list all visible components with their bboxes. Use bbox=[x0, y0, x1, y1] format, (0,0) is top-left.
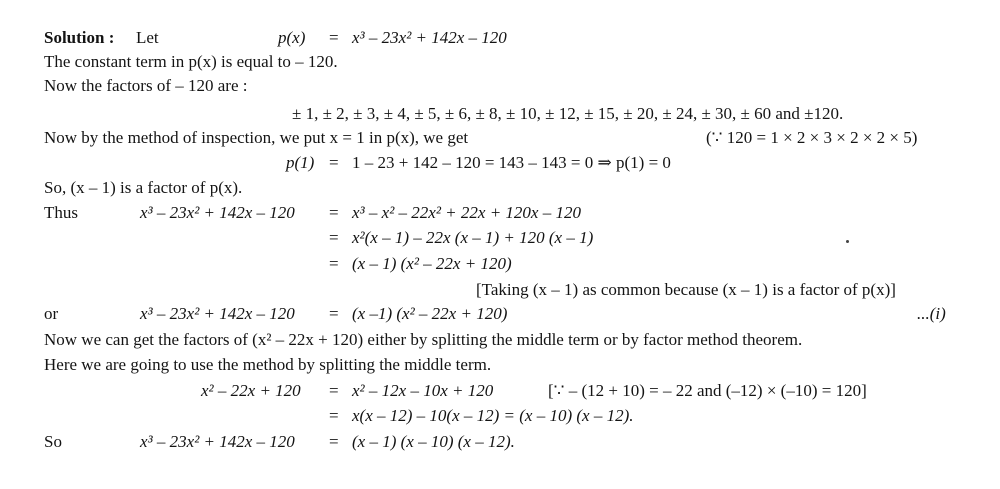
thus-step3-rhs: (x – 1) (x² – 22x + 120) bbox=[352, 254, 512, 273]
thus-lhs: x³ – 23x² + 142x – 120 bbox=[140, 203, 295, 222]
split-line-2: Here we are going to use the method by splitting the middle term. bbox=[44, 355, 492, 374]
thus-step3-eq: = bbox=[329, 254, 339, 273]
solution-polynomial: x³ – 23x² + 142x – 120 bbox=[352, 28, 507, 47]
split-line-1: Now we can get the factors of (x² – 22x + 120) either by splitting the middle term or by factor method theorem. bbox=[44, 330, 803, 349]
so-lhs: x³ – 23x² + 142x – 120 bbox=[140, 432, 295, 451]
or-word: or bbox=[44, 304, 59, 323]
quad-lhs: x² – 22x + 120 bbox=[201, 381, 301, 400]
stray-mark bbox=[846, 240, 849, 243]
solution-let: Let bbox=[136, 28, 159, 47]
inspection-note: (∵ 120 = 1 × 2 × 3 × 2 × 2 × 5) bbox=[706, 128, 918, 147]
thus-word: Thus bbox=[44, 203, 78, 222]
factor-line: So, (x – 1) is a factor of p(x). bbox=[44, 178, 243, 197]
thus-step1-rhs: x³ – x² – 22x² + 22x + 120x – 120 bbox=[352, 203, 581, 222]
thus-note: [Taking (x – 1) as common because (x – 1) is a factor of p(x)] bbox=[476, 280, 896, 299]
inspection-line: Now by the method of inspection, we put x = 1 in p(x), we get bbox=[44, 128, 469, 147]
or-eq: = bbox=[329, 304, 339, 323]
thus-step2-eq: = bbox=[329, 228, 339, 247]
quad-step1-rhs: x² – 12x – 10x + 120 bbox=[352, 381, 494, 400]
quad-note: [∵ – (12 + 10) = – 22 and (–12) × (–10) = 120] bbox=[548, 381, 867, 400]
so-word: So bbox=[44, 432, 62, 451]
so-rhs: (x – 1) (x – 10) (x – 12). bbox=[352, 432, 515, 451]
solution-px: p(x) bbox=[278, 28, 306, 47]
so-eq: = bbox=[329, 432, 339, 451]
quad-step2-eq: = bbox=[329, 406, 339, 425]
quad-step1-eq: = bbox=[329, 381, 339, 400]
thus-step1-eq: = bbox=[329, 203, 339, 222]
quad-step2-rhs: x(x – 12) – 10(x – 12) = (x – 10) (x – 12). bbox=[352, 406, 634, 425]
or-rhs: (x –1) (x² – 22x + 120) bbox=[352, 304, 508, 323]
solution-label: Solution : bbox=[44, 28, 115, 47]
p1-lhs: p(1) bbox=[286, 153, 315, 172]
p1-rhs: 1 – 23 + 142 – 120 = 143 – 143 = 0 ⇒ p(1) = 0 bbox=[352, 153, 671, 172]
constant-term-line: The constant term in p(x) is equal to – 120. bbox=[44, 52, 338, 71]
or-lhs: x³ – 23x² + 142x – 120 bbox=[140, 304, 295, 323]
thus-step2-rhs: x²(x – 1) – 22x (x – 1) + 120 (x – 1) bbox=[352, 228, 594, 247]
equation-tag: ...(i) bbox=[917, 304, 946, 323]
solution-eq: = bbox=[329, 28, 339, 47]
factors-list: ± 1, ± 2, ± 3, ± 4, ± 5, ± 6, ± 8, ± 10, ± 12, ± 15, ± 20, ± 24, ± 30, ± 60 and ±120. bbox=[292, 104, 844, 123]
p1-eq: = bbox=[329, 153, 339, 172]
factors-intro-line: Now the factors of – 120 are : bbox=[44, 76, 248, 95]
